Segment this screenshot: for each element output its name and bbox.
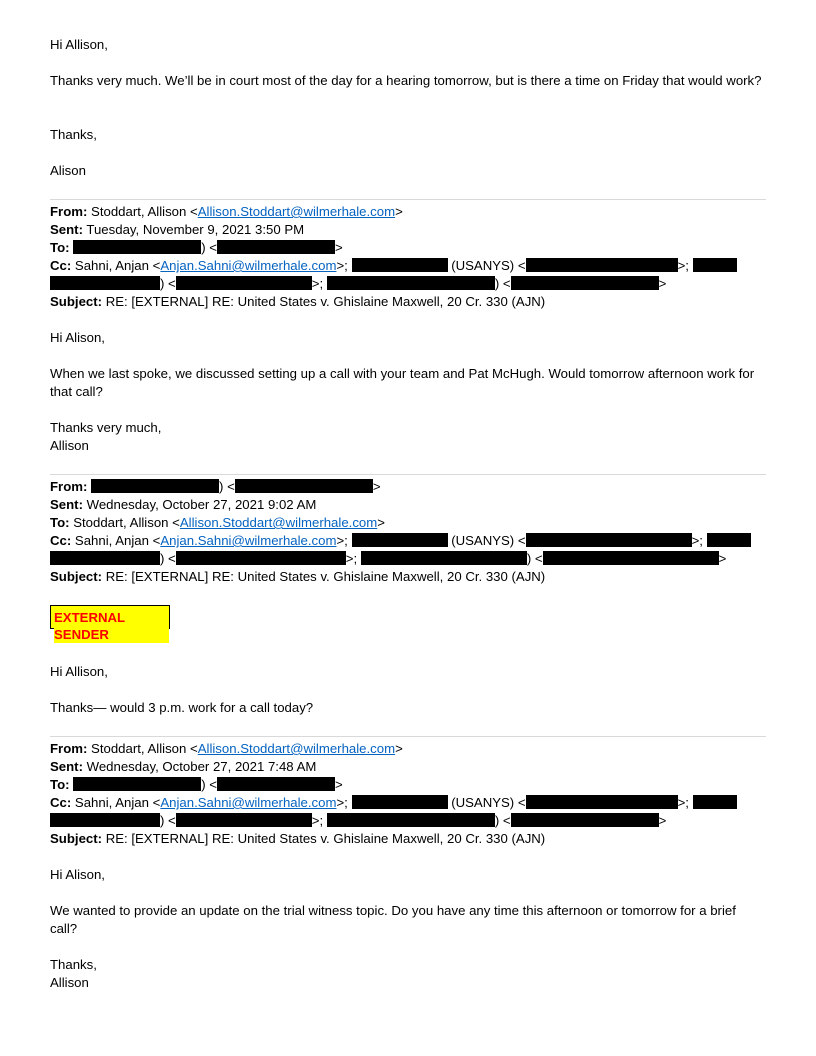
from-email-link[interactable]: Allison.Stoddart@wilmerhale.com (197, 204, 396, 219)
redaction (91, 479, 219, 493)
header1-subject: Subject: RE: [EXTERNAL] RE: United States v. Ghislaine Maxwell, 20 Cr. 330 (AJN) (50, 294, 546, 309)
header3-cc-cont: ) < >; ) < > (50, 812, 666, 830)
header3-to: To: ) < > (50, 777, 343, 792)
header1-cc-cont: ) < >; ) < > (50, 275, 666, 293)
redaction (511, 813, 659, 827)
email2-body: When we last spoke, we discussed setting up a call with your team and Pat McHugh. Would tomorrow afternoon work for that call? (50, 366, 755, 399)
redaction (361, 551, 527, 565)
redaction (73, 777, 201, 791)
redaction (176, 551, 346, 565)
header3-cc: Cc: Sahni, Anjan <Anjan.Sahni@wilmerhale.com>; (USANYS) < >; (50, 794, 737, 812)
divider (50, 199, 766, 200)
email3-greeting: Hi Allison, (50, 664, 108, 679)
redaction (235, 479, 373, 493)
cc-email-link[interactable]: Anjan.Sahni@wilmerhale.com (160, 795, 337, 810)
divider (50, 474, 766, 475)
email4-signature: Allison (50, 975, 89, 990)
redaction (526, 258, 678, 272)
cc-email-link[interactable]: Anjan.Sahni@wilmerhale.com (160, 533, 337, 548)
header3-from: From: Stoddart, Allison <Allison.Stoddart@wilmerhale.com> (50, 741, 403, 756)
redaction (176, 276, 312, 290)
header3-subject: Subject: RE: [EXTERNAL] RE: United States v. Ghislaine Maxwell, 20 Cr. 330 (AJN) (50, 831, 546, 846)
redaction (693, 258, 737, 272)
email4-body: We wanted to provide an update on the trial witness topic. Do you have any time this afternoon or tomorrow for a brief call? (50, 903, 736, 936)
redaction (707, 533, 751, 547)
divider (50, 736, 766, 737)
email4-closing: Thanks, (50, 957, 97, 972)
header2-from: From: ) < > (50, 479, 381, 494)
header2-sent: Sent: Wednesday, October 27, 2021 9:02 AM (50, 497, 317, 512)
redaction (217, 777, 335, 791)
redaction (73, 240, 201, 254)
header2-to: To: Stoddart, Allison <Allison.Stoddart@wilmerhale.com> (50, 515, 385, 530)
header2-cc-cont: ) < >; ) < > (50, 550, 726, 568)
email1-greeting: Hi Allison, (50, 37, 108, 52)
redaction (50, 551, 160, 565)
email1-signature: Alison (50, 163, 86, 178)
email4-greeting: Hi Alison, (50, 867, 105, 882)
cc-email-link[interactable]: Anjan.Sahni@wilmerhale.com (160, 258, 337, 273)
redaction (327, 813, 495, 827)
header2-cc: Cc: Sahni, Anjan <Anjan.Sahni@wilmerhale.com>; (USANYS) < >; (50, 532, 751, 550)
external-sender-banner: EXTERNAL SENDER (50, 605, 170, 629)
redaction (217, 240, 335, 254)
header1-to: To: ) < > (50, 240, 343, 255)
email2-closing: Thanks very much, (50, 420, 162, 435)
email1-body: Thanks very much. We’ll be in court most of the day for a hearing tomorrow, but is there a time on Friday that would work? (50, 73, 762, 88)
redaction (50, 276, 160, 290)
redaction (327, 276, 495, 290)
header1-sent: Sent: Tuesday, November 9, 2021 3:50 PM (50, 222, 305, 237)
email3-body: Thanks— would 3 p.m. work for a call today? (50, 700, 314, 715)
header1-cc: Cc: Sahni, Anjan <Anjan.Sahni@wilmerhale.com>; (USANYS) < >; (50, 257, 737, 275)
redaction (352, 533, 448, 547)
redaction (526, 795, 678, 809)
redaction (352, 258, 448, 272)
email2-signature: Allison (50, 438, 89, 453)
redaction (526, 533, 692, 547)
header1-from: From: Stoddart, Allison <Allison.Stoddart@wilmerhale.com> (50, 204, 403, 219)
header2-subject: Subject: RE: [EXTERNAL] RE: United States v. Ghislaine Maxwell, 20 Cr. 330 (AJN) (50, 569, 546, 584)
header3-sent: Sent: Wednesday, October 27, 2021 7:48 AM (50, 759, 317, 774)
to-email-link[interactable]: Allison.Stoddart@wilmerhale.com (179, 515, 378, 530)
email1-closing: Thanks, (50, 127, 97, 142)
redaction (543, 551, 719, 565)
redaction (511, 276, 659, 290)
redaction (693, 795, 737, 809)
redaction (50, 813, 160, 827)
redaction (176, 813, 312, 827)
redaction (352, 795, 448, 809)
email2-greeting: Hi Alison, (50, 330, 105, 345)
from-email-link[interactable]: Allison.Stoddart@wilmerhale.com (197, 741, 396, 756)
